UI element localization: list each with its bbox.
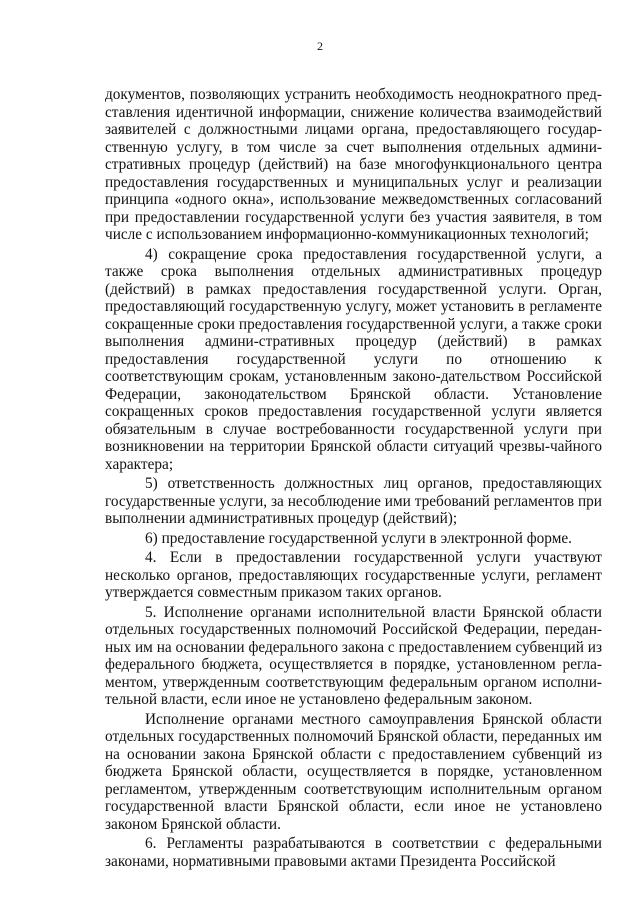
paragraph-item-4: 4) сокращение срока предоставления государственной услуги, а также срока выполнения отдельных административных процедур (действий) в рамках предоставления государственной услуги. Орган, предоставляющий государственную услугу, может установить в регламенте сокращенные сроки предоставления государственной услуги, а также сроки выполнения админи-стративных процедур (действий) в рамках предоставления государственной услуги по отношению к соответствующим срокам, установленным законо-дательством Российской Федерации, законодательством Брянской области. Установление сокращенных сроков предоставления государственной услуги является обязательным в случае востребованности государственной услуги при возникновении на территории Брянской области ситуаций чрезвы-чайного характера; [105,245,602,473]
paragraph-continuation: документов, позволяющих устранить необходимость неоднократного пред-ставления идентичной информации, снижение количества взаимодействий заявителей с должностными лицами органа, предоставляющего государ-ственную услугу, в том числе за счет выполнения отдельных админи-стративных процедур (действий) на базе многофункционального центра предоставления государственных и муниципальных услуг и реализации принципа «одного окна», использование межведомственных согласований при предоставлении государственной услуги без участия заявителя, в том числе с использованием информационно-коммуникационных технологий; [105,86,602,243]
paragraph-clause-5: 5. Исполнение органами исполнительной власти Брянской области отдельных государственных полномочий Российской Федерации, передан-ных им на основании федерального закона с предоставлением субвенций из федерального бюджета, осуществляется в порядке, установленном регла-ментом, утвержденным соответствующим федеральным органом исполни-тельной власти, если иное не установлено федеральным законом. [105,603,602,708]
paragraph-clause-4: 4. Если в предоставлении государственной услуги участвуют несколько органов, предоставляющих государственные услуги, регламент утверждается совместным приказом таких органов. [105,549,602,601]
paragraph-clause-5-part-2: Исполнение органами местного самоуправления Брянской области отдельных государственных полномочий Брянской области, переданных им на основании закона Брянской области с предоставлением субвенций из бюджета Брянской области, осуществляется в порядке, установленном регламентом, утвержденным соответствующим исполнительным органом государственной власти Брянской области, если иное не установлено законом Брянской области. [105,710,602,833]
paragraph-item-5: 5) ответственность должностных лиц органов, предоставляющих государственные услуги, за несоблюдение ими требований регламентов при выполнении административных процедур (действий); [105,475,602,527]
document-body [105,86,602,872]
paragraph-item-6: 6) предоставление государственной услуги в электронной форме. [145,529,572,547]
page-number: 2 [317,39,323,53]
paragraph-clause-6: 6. Регламенты разрабатываются в соответствии с федеральными законами, нормативными правовыми актами Президента Российской [105,835,602,870]
